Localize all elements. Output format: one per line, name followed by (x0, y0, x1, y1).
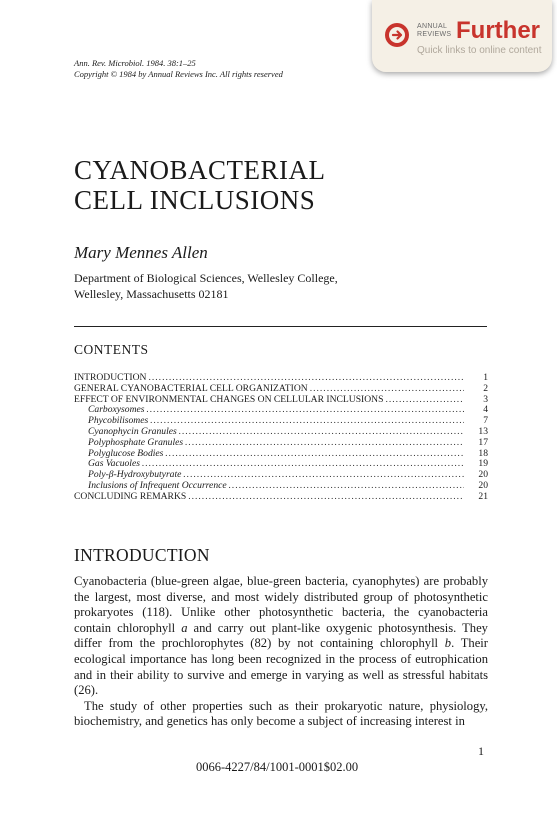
introduction-paragraph-1 (74, 574, 488, 699)
introduction-heading: INTRODUCTION (74, 545, 210, 565)
toc-entry-label: Gas Vacuoles (88, 458, 140, 470)
toc-entry-label: Polyphosphate Granules (88, 436, 184, 448)
copyright-line: Copyright © 1984 by Annual Reviews Inc. All rights reserved (74, 69, 283, 79)
toc-entry[interactable] (74, 492, 488, 503)
article-title (74, 155, 326, 215)
toc-leader-dots (186, 492, 464, 503)
affiliation-line-1: Department of Biological Sciences, Wellesley College, (74, 271, 338, 285)
toc-leader-dots (308, 384, 464, 395)
p1-italic-b: b (444, 636, 452, 651)
further-badge[interactable] (372, 0, 552, 72)
toc-leader-dots (148, 416, 464, 427)
toc-leader-dots (140, 459, 464, 470)
page-number: 1 (478, 744, 484, 758)
badge-annual: ANNUAL (417, 23, 448, 30)
toc-leader-dots (383, 395, 464, 406)
toc-entry[interactable] (74, 384, 488, 395)
affiliation-line-2: Wellesley, Massachusetts 02181 (74, 287, 229, 301)
toc-entry-label: EFFECT OF ENVIRONMENTAL CHANGES ON CELLULAR INCLUSIONS (74, 393, 384, 405)
p1-italic-a: a (181, 620, 188, 635)
section-divider (74, 326, 487, 327)
toc-entry-label: INTRODUCTION (74, 372, 147, 383)
toc-entry-page: 13 (478, 425, 488, 437)
toc-entry-label: Polyglucose Bodies (88, 447, 164, 459)
toc-entry-page: 19 (478, 458, 488, 470)
toc-entry-label: CONCLUDING REMARKS (74, 490, 187, 502)
toc-entry-label: Cyanophycin Granules (88, 425, 177, 437)
toc-entry-label: Inclusions of Infrequent Occurrence (88, 479, 227, 491)
toc-entry-page: 3 (483, 393, 488, 405)
toc-entry-page: 21 (478, 490, 488, 502)
contents-heading: CONTENTS (74, 342, 149, 357)
introduction-paragraph-2: The study of other properties such as their prokaryotic nature, physiology, biochemistry, and genetics has only become a subject of increasing interest in (74, 698, 488, 729)
toc-entry-page: 2 (483, 382, 488, 394)
toc-entry-label: Phycobilisomes (88, 415, 149, 427)
toc-entry-page: 17 (478, 436, 488, 448)
footer-code: 0066-4227/84/1001-0001$02.00 (196, 760, 359, 774)
title-line-2: CELL INCLUSIONS (74, 185, 316, 215)
p1-text-b: and carry out plant-like oxygenic photosynthesis. They differ from the prochlorophytes (82) by not containing chlorophyll (74, 620, 488, 651)
badge-reviews: REVIEWS (417, 31, 452, 38)
toc-entry-label: Carboxysomes (88, 404, 145, 416)
author-affiliation (74, 270, 338, 302)
badge-annual-reviews (417, 23, 451, 39)
toc-entry-page: 20 (478, 469, 488, 481)
author-name: Mary Mennes Allen (74, 243, 208, 262)
toc-leader-dots (145, 405, 465, 416)
toc-leader-dots (227, 481, 464, 492)
journal-citation: Ann. Rev. Microbiol. 1984. 38:1–25 (74, 58, 196, 68)
title-line-1: CYANOBACTERIAL (74, 155, 326, 185)
toc-entry-label: GENERAL CYANOBACTERIAL CELL ORGANIZATION (74, 382, 308, 394)
toc-entry-page: 20 (478, 479, 488, 491)
badge-further-label: Further (456, 17, 540, 44)
introduction-body (74, 574, 488, 730)
further-arrow-icon (384, 22, 410, 48)
badge-subtitle: Quick links to online content (417, 45, 542, 56)
toc-entry-page: 1 (483, 372, 488, 383)
toc-entry-page: 7 (483, 415, 488, 427)
toc-leader-dots (163, 449, 464, 460)
toc-leader-dots (177, 427, 464, 438)
toc-entry-label: Poly-β-Hydroxybutyrate (88, 469, 182, 481)
p1-text-c: . Their ecological importance has long been recognized in the process of eutrophication and in their ability to survive and emerge in varying as well as stressful habitats (26). (74, 636, 488, 698)
toc-entry-page: 4 (483, 404, 488, 416)
toc-entry-page: 18 (478, 447, 488, 459)
table-of-contents (74, 373, 488, 503)
toc-entry[interactable] (74, 438, 488, 449)
p1-text-a: Cyanobacteria (blue-green algae, blue-green bacteria, cyanophytes) are probably the largest, most diverse, and most widely distributed group of photosynthetic prokaryotes (118). Unlike other photosynthetic bacteria, the cyanobacteria contain chlorophyll (74, 574, 488, 635)
toc-leader-dots (183, 438, 464, 449)
